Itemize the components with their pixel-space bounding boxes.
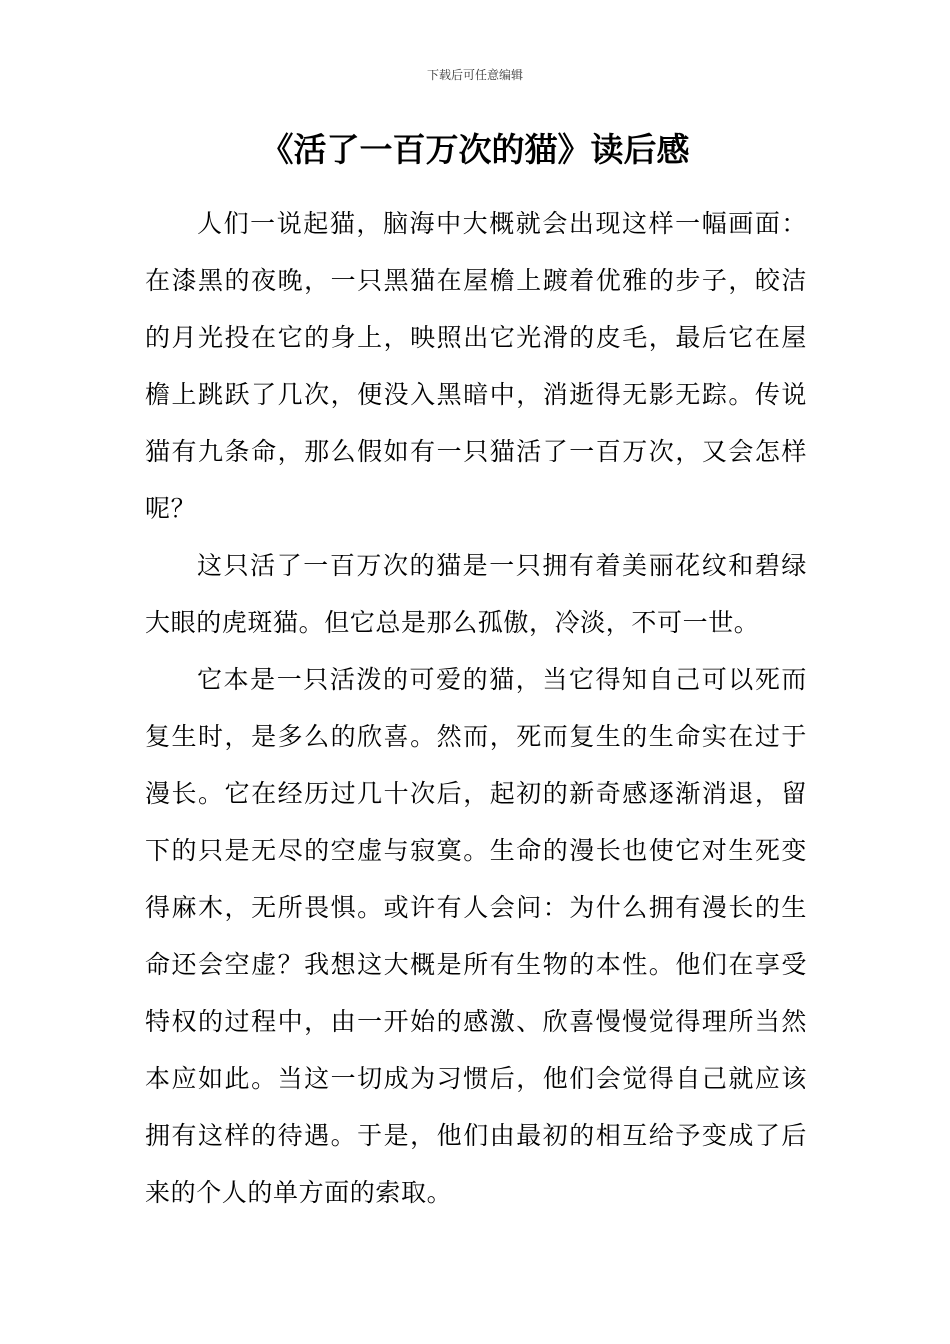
paragraph-2: 这只活了一百万次的猫是一只拥有着美丽花纹和碧绿大眼的虎斑猫。但它总是那么孤傲，冷淡，不可一世。 [145, 551, 807, 637]
header-note: 下载后可任意编辑 [426, 68, 523, 82]
document-body [145, 195, 807, 1221]
document-title: 《活了一百万次的猫》读后感 [260, 130, 690, 169]
paragraph-3: 它本是一只活泼的可爱的猫，当它得知自己可以死而复生时，是多么的欣喜。然而，死而复生的生命实在过于漫长。它在经历过几十次后，起初的新奇感逐渐消退，留下的只是无尽的空虚与寂寞。生命的漫长也使它对生死变得麻木，无所畏惧。或许有人会问：为什么拥有漫长的生命还会空虚？我想这大概是所有生物的本性。他们在享受特权的过程中，由一开始的感激、欣喜慢慢觉得理所当然本应如此。当这一切成为习惯后，他们会觉得自己就应该拥有这样的待遇。于是，他们由最初的相互给予变成了后来的个人的单方面的索取。 [145, 665, 807, 1207]
paragraph-1: 人们一说起猫，脑海中大概就会出现这样一幅画面：在漆黑的夜晚，一只黑猫在屋檐上踱着优雅的步子，皎洁的月光投在它的身上，映照出它光滑的皮毛，最后它在屋檐上跳跃了几次，便没入黑暗中，消逝得无影无踪。传说猫有九条命，那么假如有一只猫活了一百万次，又会怎样呢？ [145, 209, 807, 523]
